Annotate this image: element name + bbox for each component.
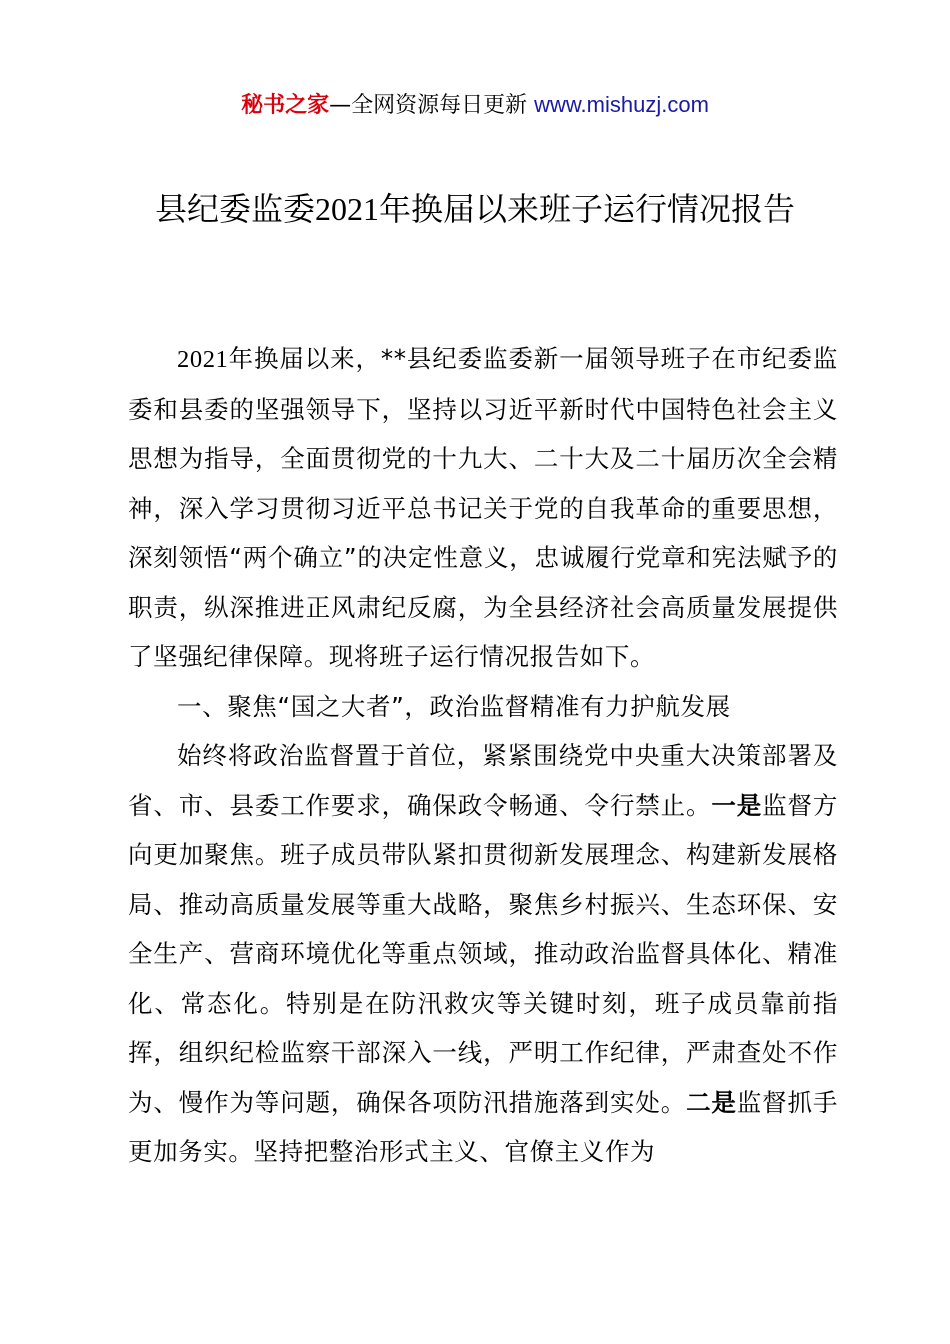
header-tagline: —全网资源每日更新 — [329, 93, 528, 118]
point-2-text: 监督抓手更加务实。坚持把整治形式主义、官僚主义作为 — [128, 1087, 838, 1166]
intro-paragraph — [128, 334, 838, 682]
document-title — [100, 186, 850, 233]
point-1-marker: 一是 — [711, 790, 763, 820]
section-1-paragraph — [128, 731, 838, 1177]
title-part-2: 年换届以来班子运行情况报告 — [379, 190, 796, 228]
title-year: 2021 — [315, 191, 379, 227]
title-part-1: 县纪委监委 — [154, 190, 315, 228]
intro-year: 2021 — [177, 346, 229, 373]
site-url-link[interactable]: www.mishuzj.com — [534, 92, 709, 117]
intro-text: 年换届以来，**县纪委监委新一届领导班子在市纪委监委和县委的坚强领导下，坚持以习近平新时代中国特色社会主义思想为指导，全面贯彻党的十九大、二十大及二十届历次全会精神，深入学习贯彻习近平总书记关于党的自我革命的重要思想，深刻领悟“两个确立”的决定性意义，忠诚履行党章和宪法赋予的职责，纵深推进正风肃纪反腐，为全县经济社会高质量发展提供了坚强纪律保障。现将班子运行情况报告如下。 — [128, 344, 838, 671]
point-2-marker: 二是 — [686, 1087, 737, 1117]
site-header — [0, 88, 950, 123]
brand-name: 秘书之家 — [241, 93, 330, 118]
document-body — [128, 334, 838, 1177]
point-1-text: 监督方向更加聚焦。班子成员带队紧扣贯彻新发展理念、构建新发展格局、推动高质量发展等重大战略，聚焦乡村振兴、生态环保、安全生产、营商环境优化等重点领域，推动政治监督具体化、精准化、常态化。特别是在防汛救灾等关键时刻，班子成员靠前指挥，组织纪检监察干部深入一线，严明工作纪律，严肃查处不作为、慢作为等问题，确保各项防汛措施落到实处。 — [128, 790, 838, 1117]
section-heading-1: 一、聚焦“国之大者”，政治监督精准有力护航发展 — [177, 691, 731, 721]
section-1-lead: 始终将政治监督置于首位，紧紧围绕党中央重大决策部署及省、市、县委工作要求，确保政令畅通、令行禁止。 — [128, 741, 838, 820]
